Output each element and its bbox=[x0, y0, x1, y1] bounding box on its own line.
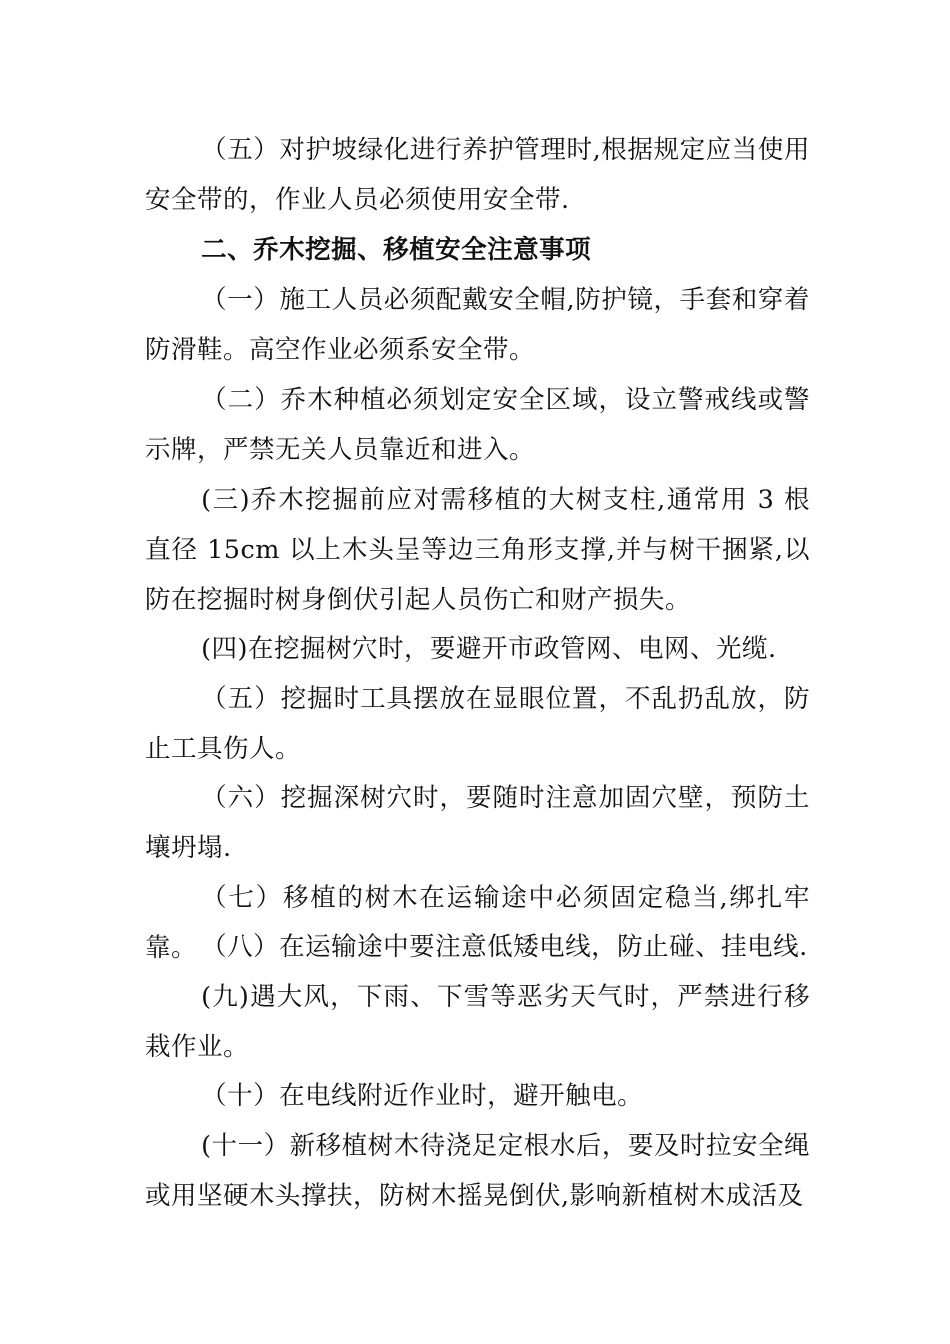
paragraph-item-8-low-wires: （八）在运输途中要注意低矮电线，防止碰、挂电线. bbox=[201, 932, 808, 962]
section-heading-tree-digging-transplanting: 二、乔木挖掘、移植安全注意事项 bbox=[201, 235, 592, 265]
paragraph-item-5-tool-placement: （五）挖掘时工具摆放在显眼位置，不乱扔乱放，防止工具伤人。 bbox=[145, 684, 810, 764]
paragraph-item-10-electric-shock: （十）在电线附近作业时，避开触电。 bbox=[201, 1081, 644, 1111]
paragraph-item-4-avoid-utilities: (四)在挖掘树穴时，要避开市政管网、电网、光缆. bbox=[201, 634, 777, 664]
paragraph-item-9-bad-weather: (九)遇大风，下雨、下雪等恶劣天气时，严禁进行移栽作业。 bbox=[145, 982, 810, 1062]
paragraph-item-1-protective-gear: （一）施工人员必须配戴安全帽,防护镜，手套和穿着防滑鞋。高空作业必须系安全带。 bbox=[145, 285, 810, 365]
paragraph-item-7-transport-fixing: （七）移植的树木在运输途中必须固定稳当,绑扎牢靠。 bbox=[145, 883, 810, 963]
paragraph-item-3-tree-support: (三)乔木挖掘前应对需移植的大树支柱,通常用 3 根直径 15cm 以上木头呈等边三角形支撑,并与树干捆紧,以防在挖掘时树身倒伏引起人员伤亡和财产损失。 bbox=[145, 485, 810, 615]
paragraph-item-2-safety-zone: （二）乔木种植必须划定安全区域，设立警戒线或警示牌，严禁无关人员靠近和进入。 bbox=[145, 385, 810, 465]
paragraph-slope-greening-safety-belt: （五）对护坡绿化进行养护管理时,根据规定应当使用安全带的，作业人员必须使用安全带. bbox=[145, 135, 810, 215]
paragraph-item-11-safety-rope: (十一）新移植树木待浇足定根水后，要及时拉安全绳或用坚硬木头撑扶，防树木摇晃倒伏,影响新植树木成活及 bbox=[145, 1131, 810, 1211]
paragraph-item-6-pit-wall: （六）挖掘深树穴时，要随时注意加固穴壁，预防土壤坍塌. bbox=[145, 783, 810, 863]
